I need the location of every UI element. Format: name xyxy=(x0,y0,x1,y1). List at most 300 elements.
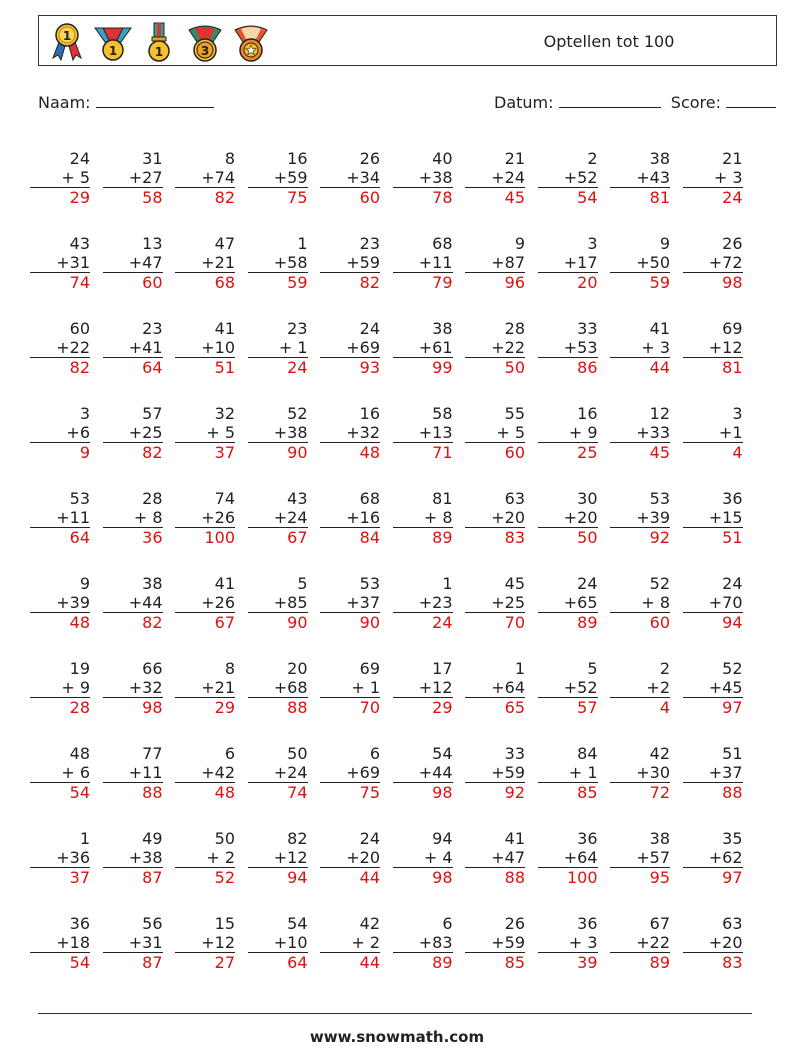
problem-first-number: 19 xyxy=(69,659,90,678)
problem-item xyxy=(175,914,235,972)
problem-second-number: +59 xyxy=(346,253,380,272)
problem-item xyxy=(320,149,380,207)
problem-first-number: 41 xyxy=(504,829,525,848)
problem-item xyxy=(538,574,598,632)
problem-second-number: +12 xyxy=(273,848,308,867)
problem-item xyxy=(30,659,90,717)
problem-second-number: +64 xyxy=(563,848,598,867)
problem-answer: 88 xyxy=(103,782,163,802)
problem-item xyxy=(30,829,90,887)
problem-item xyxy=(248,744,308,802)
problem-answer: 98 xyxy=(103,697,163,717)
problem-item xyxy=(30,744,90,802)
problem-item xyxy=(610,744,670,802)
problem-answer: 44 xyxy=(610,357,670,377)
problem-answer: 67 xyxy=(175,612,235,632)
problem-second-number: +38 xyxy=(273,423,308,442)
problem-answer: 27 xyxy=(175,952,235,972)
problem-second-number: +62 xyxy=(708,848,743,867)
problem-first-number: 82 xyxy=(287,829,308,848)
problem-item xyxy=(683,744,743,802)
problem-answer: 48 xyxy=(175,782,235,802)
problem-second-number: +23 xyxy=(418,593,453,612)
problem-item xyxy=(320,404,380,462)
problem-first-number: 23 xyxy=(142,319,163,338)
problem-answer: 50 xyxy=(465,357,525,377)
problem-answer: 57 xyxy=(538,697,598,717)
problem-answer: 99 xyxy=(393,357,453,377)
problem-first-number: 24 xyxy=(577,574,598,593)
problem-second-number: +38 xyxy=(418,168,453,187)
problem-answer: 60 xyxy=(465,442,525,462)
problem-second-number: +59 xyxy=(491,763,525,782)
problem-first-number: 67 xyxy=(649,914,670,933)
problem-item xyxy=(248,149,308,207)
problem-second-number: +61 xyxy=(418,338,453,357)
problem-answer: 87 xyxy=(103,952,163,972)
problem-first-number: 38 xyxy=(142,574,163,593)
problem-answer: 4 xyxy=(610,697,670,717)
problem-answer: 45 xyxy=(465,187,525,207)
footer-site: www.snowmath.com xyxy=(309,1028,485,1046)
problem-second-number: + 3 xyxy=(641,338,670,357)
problem-second-number: +50 xyxy=(636,253,670,272)
problem-item xyxy=(175,404,235,462)
problem-item xyxy=(320,234,380,292)
problem-second-number: +24 xyxy=(491,168,525,187)
problem-answer: 100 xyxy=(538,867,598,887)
problem-first-number: 20 xyxy=(287,659,308,678)
problem-first-number: 1 xyxy=(442,574,453,593)
problem-second-number: +42 xyxy=(201,763,235,782)
problem-second-number: +11 xyxy=(418,253,453,272)
problem-item xyxy=(248,234,308,292)
problem-answer: 84 xyxy=(320,527,380,547)
problem-item xyxy=(103,489,163,547)
problem-first-number: 36 xyxy=(577,914,598,933)
problem-first-number: 5 xyxy=(297,574,308,593)
problem-item xyxy=(465,319,525,377)
problem-item xyxy=(538,659,598,717)
problem-first-number: 8 xyxy=(224,149,235,168)
problem-first-number: 50 xyxy=(287,744,308,763)
problem-answer: 83 xyxy=(683,952,743,972)
page-title: Optellen tot 100 xyxy=(543,32,675,51)
problem-item xyxy=(393,404,453,462)
problem-second-number: +87 xyxy=(491,253,525,272)
problem-second-number: +37 xyxy=(708,763,743,782)
problem-second-number: +20 xyxy=(708,933,743,952)
problem-answer: 71 xyxy=(393,442,453,462)
problem-first-number: 50 xyxy=(214,829,235,848)
problem-answer: 37 xyxy=(30,867,90,887)
problem-second-number: +25 xyxy=(128,423,163,442)
problem-second-number: + 8 xyxy=(423,508,453,527)
problem-item xyxy=(538,744,598,802)
problem-first-number: 74 xyxy=(214,489,235,508)
problem-item xyxy=(248,659,308,717)
problem-answer: 36 xyxy=(103,527,163,547)
problem-answer: 89 xyxy=(393,527,453,547)
problem-answer: 64 xyxy=(103,357,163,377)
problem-first-number: 36 xyxy=(722,489,743,508)
problem-item xyxy=(30,404,90,462)
problem-first-number: 21 xyxy=(504,149,525,168)
problem-answer: 85 xyxy=(538,782,598,802)
problem-answer: 59 xyxy=(248,272,308,292)
problem-answer: 54 xyxy=(30,952,90,972)
problem-answer: 59 xyxy=(610,272,670,292)
problem-second-number: + 2 xyxy=(206,848,235,867)
problem-second-number: +64 xyxy=(491,678,525,697)
problem-answer: 82 xyxy=(175,187,235,207)
problem-answer: 44 xyxy=(320,867,380,887)
problem-answer: 90 xyxy=(248,612,308,632)
problem-item xyxy=(683,234,743,292)
problem-first-number: 69 xyxy=(359,659,380,678)
problem-second-number: +68 xyxy=(273,678,308,697)
problem-item xyxy=(538,234,598,292)
problem-answer: 95 xyxy=(610,867,670,887)
problem-item xyxy=(248,489,308,547)
problem-second-number: +10 xyxy=(201,338,235,357)
problem-second-number: +11 xyxy=(128,763,163,782)
problem-first-number: 49 xyxy=(142,829,163,848)
problem-first-number: 2 xyxy=(587,149,598,168)
problem-second-number: +27 xyxy=(128,168,163,187)
problem-answer: 98 xyxy=(393,867,453,887)
problem-answer: 98 xyxy=(683,272,743,292)
problem-answer: 90 xyxy=(248,442,308,462)
problem-second-number: +25 xyxy=(491,593,525,612)
problem-answer: 64 xyxy=(30,527,90,547)
problem-answer: 29 xyxy=(175,697,235,717)
problem-item xyxy=(30,489,90,547)
problem-item xyxy=(175,149,235,207)
problem-answer: 20 xyxy=(538,272,598,292)
problem-first-number: 51 xyxy=(722,744,743,763)
problem-second-number: +83 xyxy=(418,933,453,952)
problem-answer: 97 xyxy=(683,697,743,717)
problem-item xyxy=(465,404,525,462)
problem-item xyxy=(103,149,163,207)
problem-first-number: 13 xyxy=(142,234,163,253)
problem-answer: 97 xyxy=(683,867,743,887)
problem-first-number: 84 xyxy=(577,744,598,763)
problem-second-number: + 5 xyxy=(61,168,90,187)
problem-answer: 24 xyxy=(393,612,453,632)
problem-second-number: +43 xyxy=(636,168,670,187)
problem-first-number: 32 xyxy=(214,404,235,423)
problem-item xyxy=(103,234,163,292)
problem-item xyxy=(175,489,235,547)
svg-text:1: 1 xyxy=(62,29,72,43)
problem-second-number: +39 xyxy=(56,593,90,612)
problem-first-number: 28 xyxy=(504,319,525,338)
problem-item xyxy=(683,149,743,207)
problem-second-number: +41 xyxy=(128,338,163,357)
problem-second-number: +72 xyxy=(708,253,743,272)
problem-second-number: +47 xyxy=(128,253,163,272)
problem-answer: 79 xyxy=(393,272,453,292)
problem-first-number: 47 xyxy=(214,234,235,253)
problem-item xyxy=(610,149,670,207)
problem-answer: 82 xyxy=(30,357,90,377)
problem-second-number: +59 xyxy=(491,933,525,952)
problem-answer: 9 xyxy=(30,442,90,462)
problem-second-number: +1 xyxy=(718,423,743,442)
problem-second-number: +53 xyxy=(563,338,598,357)
problem-item xyxy=(393,149,453,207)
problem-first-number: 60 xyxy=(69,319,90,338)
problem-item xyxy=(248,914,308,972)
problem-second-number: +31 xyxy=(128,933,163,952)
problem-first-number: 40 xyxy=(432,149,453,168)
problem-item xyxy=(538,149,598,207)
problem-answer: 74 xyxy=(248,782,308,802)
problem-second-number: + 5 xyxy=(496,423,525,442)
problem-item xyxy=(683,829,743,887)
problem-answer: 83 xyxy=(465,527,525,547)
problem-answer: 89 xyxy=(393,952,453,972)
problem-first-number: 35 xyxy=(722,829,743,848)
problem-first-number: 6 xyxy=(369,744,380,763)
problem-first-number: 33 xyxy=(504,744,525,763)
problem-second-number: +39 xyxy=(636,508,670,527)
problem-second-number: +21 xyxy=(201,678,235,697)
problem-answer: 96 xyxy=(465,272,525,292)
problem-second-number: + 6 xyxy=(61,763,90,782)
problem-item xyxy=(465,659,525,717)
problem-first-number: 45 xyxy=(504,574,525,593)
problem-first-number: 24 xyxy=(69,149,90,168)
problem-second-number: +52 xyxy=(563,168,598,187)
problem-first-number: 9 xyxy=(514,234,525,253)
problem-answer: 82 xyxy=(103,612,163,632)
problem-item xyxy=(175,829,235,887)
problem-item xyxy=(320,319,380,377)
problem-item xyxy=(175,234,235,292)
problem-item xyxy=(538,914,598,972)
svg-text:1: 1 xyxy=(108,44,118,58)
problem-second-number: + 1 xyxy=(278,338,308,357)
problem-item xyxy=(610,829,670,887)
problem-first-number: 41 xyxy=(214,319,235,338)
problem-first-number: 15 xyxy=(214,914,235,933)
problem-item xyxy=(538,404,598,462)
problem-second-number: + 4 xyxy=(423,848,453,867)
problem-second-number: +20 xyxy=(563,508,598,527)
problem-first-number: 16 xyxy=(577,404,598,423)
problem-answer: 28 xyxy=(30,697,90,717)
problem-answer: 93 xyxy=(320,357,380,377)
problem-answer: 92 xyxy=(465,782,525,802)
problem-answer: 37 xyxy=(175,442,235,462)
problem-first-number: 16 xyxy=(287,149,308,168)
problem-answer: 81 xyxy=(610,187,670,207)
problem-answer: 82 xyxy=(103,442,163,462)
problem-answer: 39 xyxy=(538,952,598,972)
problem-answer: 75 xyxy=(248,187,308,207)
problem-answer: 81 xyxy=(683,357,743,377)
problem-answer: 54 xyxy=(30,782,90,802)
problem-item xyxy=(103,659,163,717)
problem-first-number: 57 xyxy=(142,404,163,423)
problem-answer: 92 xyxy=(610,527,670,547)
problem-second-number: +57 xyxy=(636,848,670,867)
problem-first-number: 36 xyxy=(577,829,598,848)
problem-first-number: 24 xyxy=(359,319,380,338)
problem-item xyxy=(30,149,90,207)
problem-item xyxy=(103,404,163,462)
problem-first-number: 6 xyxy=(224,744,235,763)
problem-second-number: +37 xyxy=(346,593,380,612)
problem-item xyxy=(175,659,235,717)
problem-answer: 89 xyxy=(538,612,598,632)
problem-answer: 88 xyxy=(248,697,308,717)
problem-second-number: + 9 xyxy=(61,678,90,697)
problem-second-number: +47 xyxy=(491,848,525,867)
problem-first-number: 24 xyxy=(722,574,743,593)
problem-answer: 4 xyxy=(683,442,743,462)
problem-second-number: +10 xyxy=(273,933,308,952)
problem-first-number: 3 xyxy=(732,404,743,423)
problem-item xyxy=(538,489,598,547)
problem-answer: 25 xyxy=(538,442,598,462)
problem-second-number: +22 xyxy=(636,933,670,952)
problem-second-number: +69 xyxy=(346,763,380,782)
problem-first-number: 56 xyxy=(142,914,163,933)
problem-first-number: 43 xyxy=(69,234,90,253)
problem-second-number: +22 xyxy=(56,338,90,357)
problem-item xyxy=(683,574,743,632)
problem-first-number: 38 xyxy=(649,829,670,848)
problem-second-number: + 2 xyxy=(351,933,380,952)
problem-answer: 78 xyxy=(393,187,453,207)
problem-first-number: 77 xyxy=(142,744,163,763)
problem-second-number: + 3 xyxy=(568,933,598,952)
problem-item xyxy=(610,914,670,972)
problem-first-number: 42 xyxy=(649,744,670,763)
problem-answer: 100 xyxy=(175,527,235,547)
problem-second-number: +26 xyxy=(201,508,235,527)
problem-answer: 88 xyxy=(683,782,743,802)
problem-answer: 67 xyxy=(248,527,308,547)
problem-item xyxy=(175,574,235,632)
problem-item xyxy=(610,234,670,292)
problem-item xyxy=(103,744,163,802)
problem-first-number: 41 xyxy=(214,574,235,593)
problem-first-number: 54 xyxy=(432,744,453,763)
problem-second-number: +15 xyxy=(708,508,743,527)
date-label: Datum: xyxy=(494,93,554,112)
problem-second-number: +20 xyxy=(346,848,380,867)
problem-answer: 85 xyxy=(465,952,525,972)
problem-second-number: +52 xyxy=(563,678,598,697)
problem-second-number: +13 xyxy=(418,423,453,442)
problem-item xyxy=(465,829,525,887)
problem-second-number: +12 xyxy=(201,933,235,952)
problem-second-number: +65 xyxy=(563,593,598,612)
problem-item xyxy=(175,319,235,377)
problem-answer: 60 xyxy=(320,187,380,207)
problem-second-number: +12 xyxy=(708,338,743,357)
problem-first-number: 9 xyxy=(659,234,670,253)
problem-first-number: 12 xyxy=(649,404,670,423)
problem-answer: 72 xyxy=(610,782,670,802)
problem-second-number: +44 xyxy=(418,763,453,782)
problem-second-number: + 9 xyxy=(568,423,598,442)
problem-second-number: +24 xyxy=(273,763,308,782)
problem-item xyxy=(538,829,598,887)
problem-first-number: 63 xyxy=(504,489,525,508)
problem-item xyxy=(175,744,235,802)
problem-first-number: 58 xyxy=(432,404,453,423)
problem-second-number: +20 xyxy=(491,508,525,527)
problem-second-number: +12 xyxy=(418,678,453,697)
problem-item xyxy=(248,319,308,377)
problem-second-number: +11 xyxy=(56,508,90,527)
problem-first-number: 26 xyxy=(359,149,380,168)
problem-answer: 29 xyxy=(393,697,453,717)
problem-item xyxy=(610,404,670,462)
problem-first-number: 42 xyxy=(359,914,380,933)
problem-second-number: +31 xyxy=(56,253,90,272)
problem-second-number: +33 xyxy=(636,423,670,442)
problem-item xyxy=(30,234,90,292)
problem-first-number: 30 xyxy=(577,489,598,508)
problem-first-number: 41 xyxy=(649,319,670,338)
problem-answer: 29 xyxy=(30,187,90,207)
problem-item xyxy=(465,744,525,802)
problem-item xyxy=(320,829,380,887)
problem-answer: 48 xyxy=(320,442,380,462)
problem-first-number: 17 xyxy=(432,659,453,678)
problem-first-number: 26 xyxy=(722,234,743,253)
footer-divider xyxy=(38,1013,752,1014)
problem-item xyxy=(683,489,743,547)
problem-answer: 82 xyxy=(320,272,380,292)
problem-item xyxy=(320,744,380,802)
problem-item xyxy=(465,234,525,292)
problem-answer: 51 xyxy=(175,357,235,377)
problem-item xyxy=(538,319,598,377)
problem-item xyxy=(393,659,453,717)
problem-first-number: 38 xyxy=(649,149,670,168)
problem-item xyxy=(465,149,525,207)
problem-first-number: 2 xyxy=(659,659,670,678)
problem-item xyxy=(393,489,453,547)
problem-first-number: 26 xyxy=(504,914,525,933)
problem-second-number: + 1 xyxy=(568,763,598,782)
problem-item xyxy=(30,914,90,972)
name-label: Naam: xyxy=(38,93,91,112)
problem-item xyxy=(248,404,308,462)
problem-first-number: 52 xyxy=(722,659,743,678)
problem-item xyxy=(465,914,525,972)
problem-item xyxy=(683,914,743,972)
problem-item xyxy=(248,829,308,887)
problem-second-number: +45 xyxy=(708,678,743,697)
problem-item xyxy=(610,574,670,632)
problem-item xyxy=(320,914,380,972)
problem-answer: 86 xyxy=(538,357,598,377)
problem-first-number: 48 xyxy=(69,744,90,763)
problem-second-number: +2 xyxy=(646,678,670,697)
problem-second-number: +70 xyxy=(708,593,743,612)
problem-item xyxy=(683,659,743,717)
problem-second-number: +38 xyxy=(128,848,163,867)
